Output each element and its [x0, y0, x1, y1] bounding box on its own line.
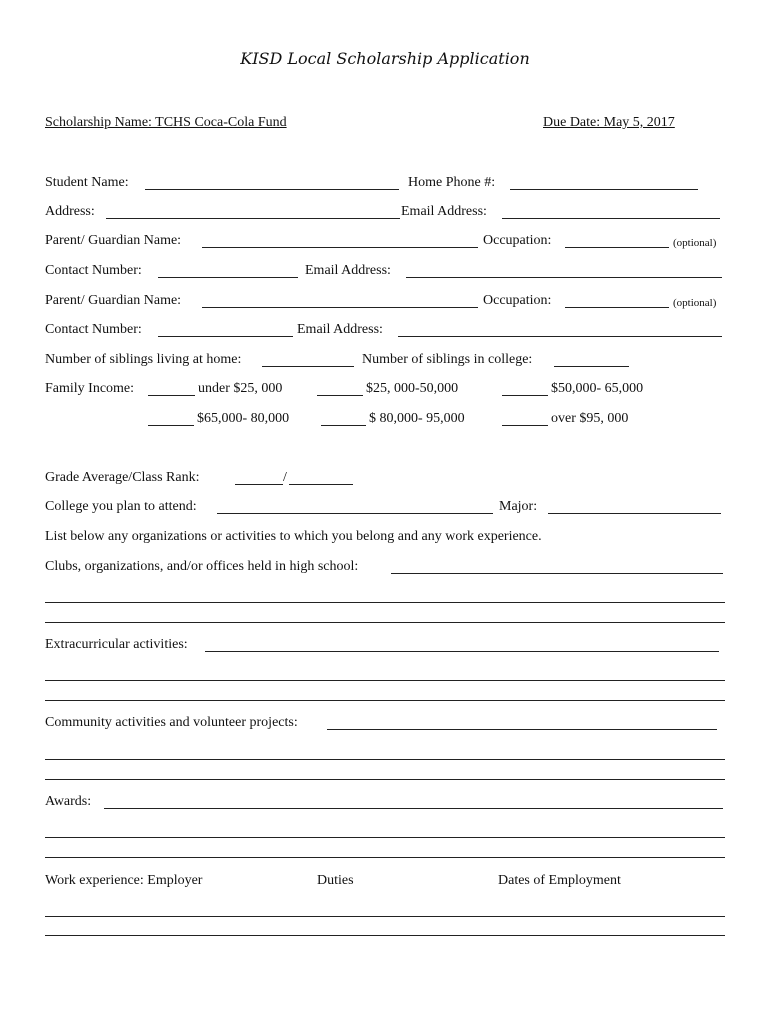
- siblings-home-label: Number of siblings living at home:: [45, 352, 242, 367]
- student-name-label: Student Name:: [45, 175, 129, 190]
- extracurricular-field[interactable]: [205, 651, 719, 652]
- address-label: Address:: [45, 204, 95, 219]
- major-label: Major:: [499, 499, 538, 514]
- list-instructions: List below any organizations or activities to which you belong and any work experience.: [45, 529, 542, 544]
- duties-label: Duties: [317, 873, 354, 888]
- parent-guardian-label: Parent/ Guardian Name:: [45, 233, 182, 248]
- awards-line[interactable]: [45, 857, 725, 858]
- email-address-label: Email Address:: [297, 322, 383, 337]
- email-address-field[interactable]: [406, 277, 722, 278]
- grade-average-field[interactable]: [235, 484, 283, 485]
- income-checkbox-line[interactable]: [502, 425, 548, 426]
- community-line[interactable]: [45, 759, 725, 760]
- contact-number-label: Contact Number:: [45, 322, 142, 337]
- grade-average-label: Grade Average/Class Rank:: [45, 470, 200, 485]
- extracurricular-line[interactable]: [45, 680, 725, 681]
- address-field[interactable]: [106, 218, 400, 219]
- optional-note: (optional): [673, 237, 717, 249]
- parent-guardian-field[interactable]: [202, 247, 478, 248]
- clubs-field[interactable]: [391, 573, 723, 574]
- income-checkbox-line[interactable]: [148, 395, 195, 396]
- student-name-field[interactable]: [145, 189, 399, 190]
- work-experience-label: Work experience: Employer: [45, 873, 203, 888]
- awards-label: Awards:: [45, 794, 92, 809]
- grade-separator: /: [283, 470, 287, 485]
- email-address-field[interactable]: [502, 218, 720, 219]
- work-experience-line[interactable]: [45, 916, 725, 917]
- parent-guardian-field[interactable]: [202, 307, 478, 308]
- contact-number-field[interactable]: [158, 277, 298, 278]
- community-line[interactable]: [45, 779, 725, 780]
- siblings-college-field[interactable]: [554, 366, 629, 367]
- income-option: $65,000- 80,000: [197, 411, 290, 426]
- siblings-home-field[interactable]: [262, 366, 354, 367]
- income-option: $ 80,000- 95,000: [369, 411, 465, 426]
- form-title: KISD Local Scholarship Application: [240, 49, 530, 68]
- optional-note: (optional): [673, 297, 717, 309]
- due-date: Due Date: May 5, 2017: [543, 115, 675, 130]
- class-rank-field[interactable]: [289, 484, 353, 485]
- income-checkbox-line[interactable]: [502, 395, 548, 396]
- contact-number-label: Contact Number:: [45, 263, 142, 278]
- scholarship-name: Scholarship Name: TCHS Coca-Cola Fund: [45, 115, 287, 130]
- extracurricular-line[interactable]: [45, 700, 725, 701]
- occupation-label: Occupation:: [483, 233, 552, 248]
- clubs-label: Clubs, organizations, and/or offices held in high school:: [45, 559, 359, 574]
- occupation-label: Occupation:: [483, 293, 552, 308]
- email-address-label: Email Address:: [305, 263, 391, 278]
- income-checkbox-line[interactable]: [317, 395, 363, 396]
- income-checkbox-line[interactable]: [148, 425, 194, 426]
- college-field[interactable]: [217, 513, 493, 514]
- awards-line[interactable]: [45, 837, 725, 838]
- extracurricular-label: Extracurricular activities:: [45, 637, 188, 652]
- income-option: over $95, 000: [551, 411, 629, 426]
- community-field[interactable]: [327, 729, 717, 730]
- email-address-field[interactable]: [398, 336, 722, 337]
- siblings-college-label: Number of siblings in college:: [362, 352, 533, 367]
- home-phone-field[interactable]: [510, 189, 698, 190]
- email-address-label: Email Address:: [401, 204, 487, 219]
- major-field[interactable]: [548, 513, 721, 514]
- dates-employment-label: Dates of Employment: [498, 873, 621, 888]
- income-option: $25, 000-50,000: [366, 381, 459, 396]
- occupation-field[interactable]: [565, 247, 669, 248]
- occupation-field[interactable]: [565, 307, 669, 308]
- family-income-label: Family Income:: [45, 381, 135, 396]
- income-option: under $25, 000: [198, 381, 283, 396]
- awards-field[interactable]: [104, 808, 723, 809]
- clubs-line[interactable]: [45, 602, 725, 603]
- community-label: Community activities and volunteer projects:: [45, 715, 298, 730]
- parent-guardian-label: Parent/ Guardian Name:: [45, 293, 182, 308]
- work-experience-line[interactable]: [45, 935, 725, 936]
- college-label: College you plan to attend:: [45, 499, 197, 514]
- income-option: $50,000- 65,000: [551, 381, 644, 396]
- home-phone-label: Home Phone #:: [408, 175, 496, 190]
- clubs-line[interactable]: [45, 622, 725, 623]
- contact-number-field[interactable]: [158, 336, 293, 337]
- income-checkbox-line[interactable]: [321, 425, 366, 426]
